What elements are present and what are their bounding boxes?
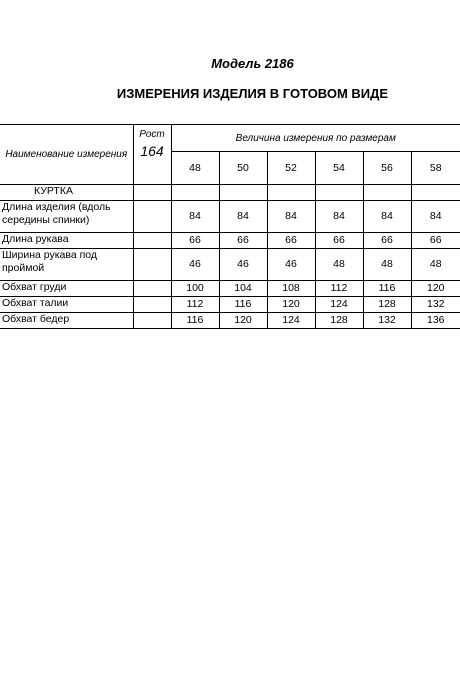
empty-cell <box>219 185 267 201</box>
table-row <box>0 233 460 249</box>
measurements-table <box>0 124 460 329</box>
measurement-value: 120 <box>267 297 315 313</box>
measurement-value: 116 <box>363 281 411 297</box>
measurement-value: 112 <box>315 281 363 297</box>
measurement-value: 116 <box>171 313 219 329</box>
measurement-value: 46 <box>171 249 219 281</box>
measurement-value: 120 <box>219 313 267 329</box>
measurement-value: 84 <box>315 201 363 233</box>
table-row <box>0 281 460 297</box>
measurement-value: 112 <box>171 297 219 313</box>
empty-cell <box>133 313 171 329</box>
empty-cell <box>133 249 171 281</box>
measurement-value: 48 <box>315 249 363 281</box>
name-column-header: Наименование измерения <box>0 125 133 185</box>
measurement-value: 132 <box>411 297 460 313</box>
size-header: 48 <box>171 152 219 185</box>
empty-cell <box>363 185 411 201</box>
measurement-value: 66 <box>315 233 363 249</box>
measurement-value: 116 <box>219 297 267 313</box>
measurement-name: Обхват бедер <box>0 313 133 329</box>
table-row <box>0 297 460 313</box>
empty-cell <box>267 185 315 201</box>
measurement-value: 124 <box>267 313 315 329</box>
measurement-name: Ширина рукава под проймой <box>0 249 133 281</box>
measurement-value: 66 <box>267 233 315 249</box>
empty-cell <box>133 185 171 201</box>
size-header: 58 <box>411 152 460 185</box>
measurement-value: 84 <box>363 201 411 233</box>
section-row <box>0 185 460 201</box>
measurement-value: 48 <box>411 249 460 281</box>
measurement-value: 84 <box>267 201 315 233</box>
empty-cell <box>133 201 171 233</box>
height-value: 164 <box>140 143 164 159</box>
measurement-value: 66 <box>219 233 267 249</box>
height-column-header <box>133 125 171 185</box>
measurement-value: 66 <box>171 233 219 249</box>
measurement-value: 108 <box>267 281 315 297</box>
measurement-value: 48 <box>363 249 411 281</box>
empty-cell <box>133 297 171 313</box>
table-row <box>0 313 460 329</box>
measurement-name: Обхват груди <box>0 281 133 297</box>
measurement-value: 46 <box>219 249 267 281</box>
measurement-value: 128 <box>315 313 363 329</box>
measurement-value: 84 <box>219 201 267 233</box>
measurement-value: 84 <box>171 201 219 233</box>
measurement-value: 104 <box>219 281 267 297</box>
section-label: КУРТКА <box>0 185 133 201</box>
size-group-header: Величина измерения по размерам <box>171 125 460 152</box>
model-title: Модель 2186 <box>211 56 294 71</box>
height-label: Рост <box>139 129 165 140</box>
measurement-value: 84 <box>411 201 460 233</box>
measurement-name: Длина рукава <box>0 233 133 249</box>
measurement-value: 120 <box>411 281 460 297</box>
measurement-value: 66 <box>363 233 411 249</box>
measurement-value: 46 <box>267 249 315 281</box>
measurement-name: Обхват талии <box>0 297 133 313</box>
size-header: 54 <box>315 152 363 185</box>
size-header: 56 <box>363 152 411 185</box>
measurement-name: Длина изделия (вдоль середины спинки) <box>0 201 133 233</box>
measurement-value: 66 <box>411 233 460 249</box>
size-header: 52 <box>267 152 315 185</box>
measurement-value: 132 <box>363 313 411 329</box>
table-row <box>0 201 460 233</box>
table-row <box>0 249 460 281</box>
document-title: ИЗМЕРЕНИЯ ИЗДЕЛИЯ В ГОТОВОМ ВИДЕ <box>116 86 389 101</box>
empty-cell <box>315 185 363 201</box>
measurement-value: 124 <box>315 297 363 313</box>
measurement-value: 100 <box>171 281 219 297</box>
measurement-value: 136 <box>411 313 460 329</box>
empty-cell <box>171 185 219 201</box>
size-header: 50 <box>219 152 267 185</box>
empty-cell <box>411 185 460 201</box>
empty-cell <box>133 233 171 249</box>
measurement-value: 128 <box>363 297 411 313</box>
empty-cell <box>133 281 171 297</box>
